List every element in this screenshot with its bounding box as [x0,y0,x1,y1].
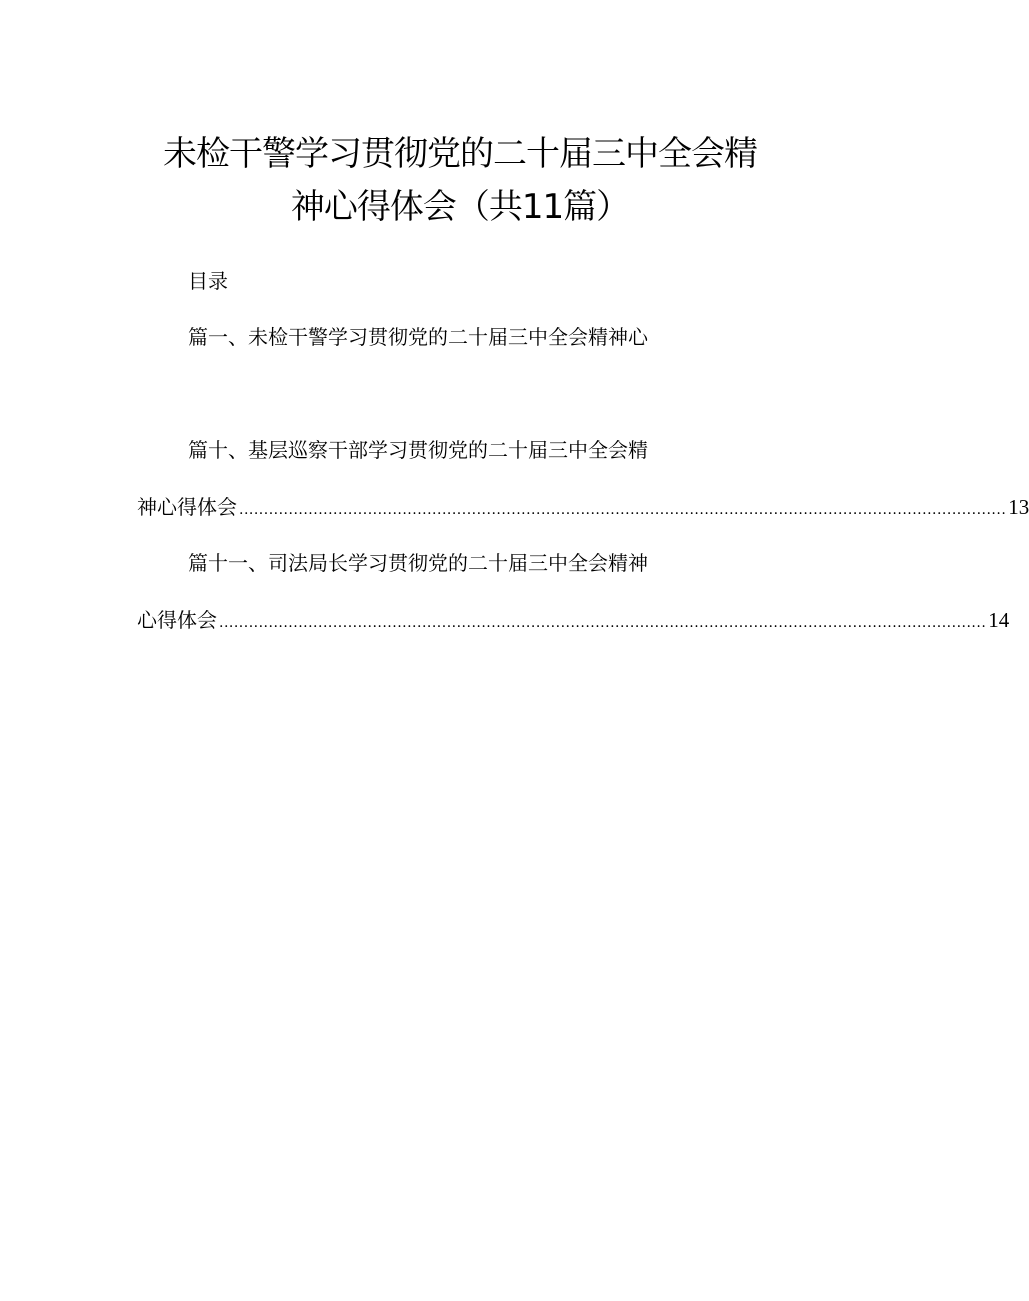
dot-leader: ........................................................................................................................................................... [239,502,1007,518]
toc-entry-10-page-number: 13 [1008,495,1029,519]
toc-heading: 目录 [188,269,228,293]
toc-entry-10-line-1[interactable]: 篇十、基层巡察干部学习贯彻党的二十届三中全会精 [188,438,648,462]
toc-entry-1[interactable]: 篇一、未检干警学习贯彻党的二十届三中全会精神心 [188,325,648,349]
toc-entry-11-continuation: 心得体会 [137,608,217,632]
document-title-line-1: 未检干警学习贯彻党的二十届三中全会精 [163,134,757,174]
toc-entry-11-line-2[interactable] [137,608,1010,632]
toc-entry-11-line-1[interactable]: 篇十一、司法局长学习贯彻党的二十届三中全会精神 [188,551,648,575]
toc-entry-11-page-number: 14 [988,608,1010,632]
dot-leader: ........................................................................................................................................................... [219,615,987,631]
toc-entry-10-continuation: 神心得体会 [137,495,237,519]
document-title-line-2: 神心得体会（共11篇） [290,187,630,227]
toc-entry-10-line-2[interactable] [137,495,1029,519]
